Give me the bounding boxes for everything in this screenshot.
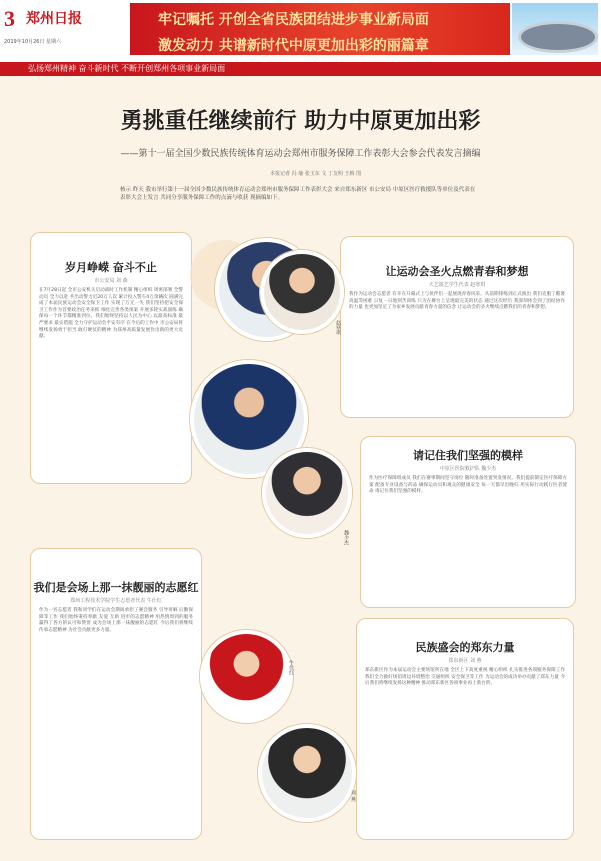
section-body: 作为一名志愿者 我和同学们在运动会期间承担了赛会服务 引导讲解 后勤保障等工作 我们始终秉持奉献 友爱 互助 进步的志愿精神 用热情周到的服务赢得了各方的认可和赞誉 成为会场上那一抹靓丽的志愿红 今后我们将继续传承志愿精神 为社会贡献更多力量。	[39, 608, 193, 633]
portrait-photo	[262, 448, 352, 538]
page-number: 3	[4, 6, 15, 31]
section-card-medical	[360, 436, 576, 608]
section-body: 郑东新区作为本届运动会主要场馆所在地 全区上下高度重视 精心组织 扎实推进各项服务保障工作 我们全力做好场馆周边环境整治 交通组织 安全保卫等工作 为运动会的成功举办贡献了郑东力量 今后我们将继续发扬这种精神 推动郑东新区各项事业再上新台阶。	[365, 668, 565, 687]
slogan-line-2: 激发动力 共谱新时代中原更加出彩的丽篇章	[158, 38, 429, 54]
section-body: 作为医疗保障组成员 我们在赛事期间坚守岗位 随时准备处置突发情况。我们提前制定医疗保障方案 配备专业设备与药品 确保运动员和观众的健康安全 每一天都早出晚归 用实际行动践行医者使命 请记住我们坚强的模样。	[369, 476, 567, 495]
newspaper-title: 郑州日报	[26, 11, 82, 27]
red-banner: 弘扬郑州精神 奋斗新时代 不断开创郑州各项事业新局面	[0, 62, 601, 76]
section-title: 请记住我们坚强的模样	[413, 449, 523, 462]
section-body: 我作为运动会志愿者 有幸在开幕式上与伙伴们一起展现青春风采。从前期排练到正式演出 我们克服了酷暑高温等困难 日复一日地刻苦训练 只为在舞台上呈现最完美的状态 通过这次经历 我深刻体会到了团结协作的力量 也更加坚定了为家乡发展贡献青春力量的信念 让运动会的圣火继续点燃我们的青春和梦想。	[349, 292, 565, 311]
portrait-photo	[260, 250, 344, 334]
slogan-line-1: 牢记嘱托 开创全省民族团结进步事业新局面	[158, 12, 429, 28]
portrait-photo	[200, 630, 293, 723]
byline: 本报记者 冯 瑜 张玉东 文 丁友明 王梅 图	[270, 171, 362, 177]
section-title: 让运动会圣火点燃青春和梦想	[385, 265, 529, 278]
section-title: 民族盛会的郑东力量	[415, 641, 515, 654]
photo-caption: 赵寒琪	[335, 320, 341, 335]
headline: 勇挑重任继续前行 助力中原更加出彩	[120, 108, 481, 134]
section-body: 在7月28日起 全市公安机关启动战时工作机制 精心组织 周密部署 全警动员 全力以赴 共出动警力近20万人次 累计投入警车4万余辆次 圆满完成了本届民族运动会安全保卫工作 实现了万无一失 我们坚持把安全保卫工作作为首要政治任务来抓 细化完善各类预案 开展多轮实战演练 确保每一个环节都精准到位。我们始终坚持以人民为中心 以最高标准 最严要求 最实措施 全力守护运动会平安有序 在今后的工作中 市公安局将继续发扬勇于担当 敢打硬仗的精神 为郑州高质量发展作出新的更大贡献。	[39, 288, 183, 340]
section-unit: 中原区医院救护队 魏少杰	[439, 466, 497, 472]
section-title: 岁月峥嵘 奋斗不止	[65, 261, 157, 274]
stadium-image	[512, 3, 598, 55]
photo-caption: 魏少杰	[343, 530, 349, 545]
section-title: 我们是会场上那一抹靓丽的志愿红	[33, 581, 199, 594]
section-unit: 郑州工程技术学院学生志愿者代表 牛仕红	[70, 598, 162, 604]
subtitle: ——第十一届全国少数民族传统体育运动会郑州市服务保障工作表彰大会参会代表发言摘编	[120, 149, 481, 159]
slogan-banner	[130, 3, 510, 55]
section-card-zhengdong	[356, 618, 574, 840]
photo-caption: 刘 燕	[350, 790, 356, 802]
section-unit: 郑东新区 刘 燕	[448, 658, 482, 664]
section-card-performer	[340, 236, 574, 418]
photo-caption: 牛仕红	[288, 660, 294, 675]
masthead	[0, 0, 601, 62]
section-card-volunteer	[30, 548, 202, 840]
section-unit: 天艺演艺学生代表 赵寒琪	[428, 282, 486, 288]
intro: 核示 昨天 我市举行第十一届全国少数民族传统体育运动会郑州市服务保障工作表彰大会 来自郑东新区 市公安局 中原区医疗救援队等单位及代表在表彰大会上发言 共同分享服务保障工作的点滴与收获 现摘编如下。	[120, 187, 476, 201]
section-unit: 市公安局 刘 森	[94, 278, 128, 284]
section-card-police	[30, 232, 192, 484]
portrait-photo	[258, 724, 356, 822]
issue-date: 2019年10月26日 星期六	[4, 39, 62, 45]
